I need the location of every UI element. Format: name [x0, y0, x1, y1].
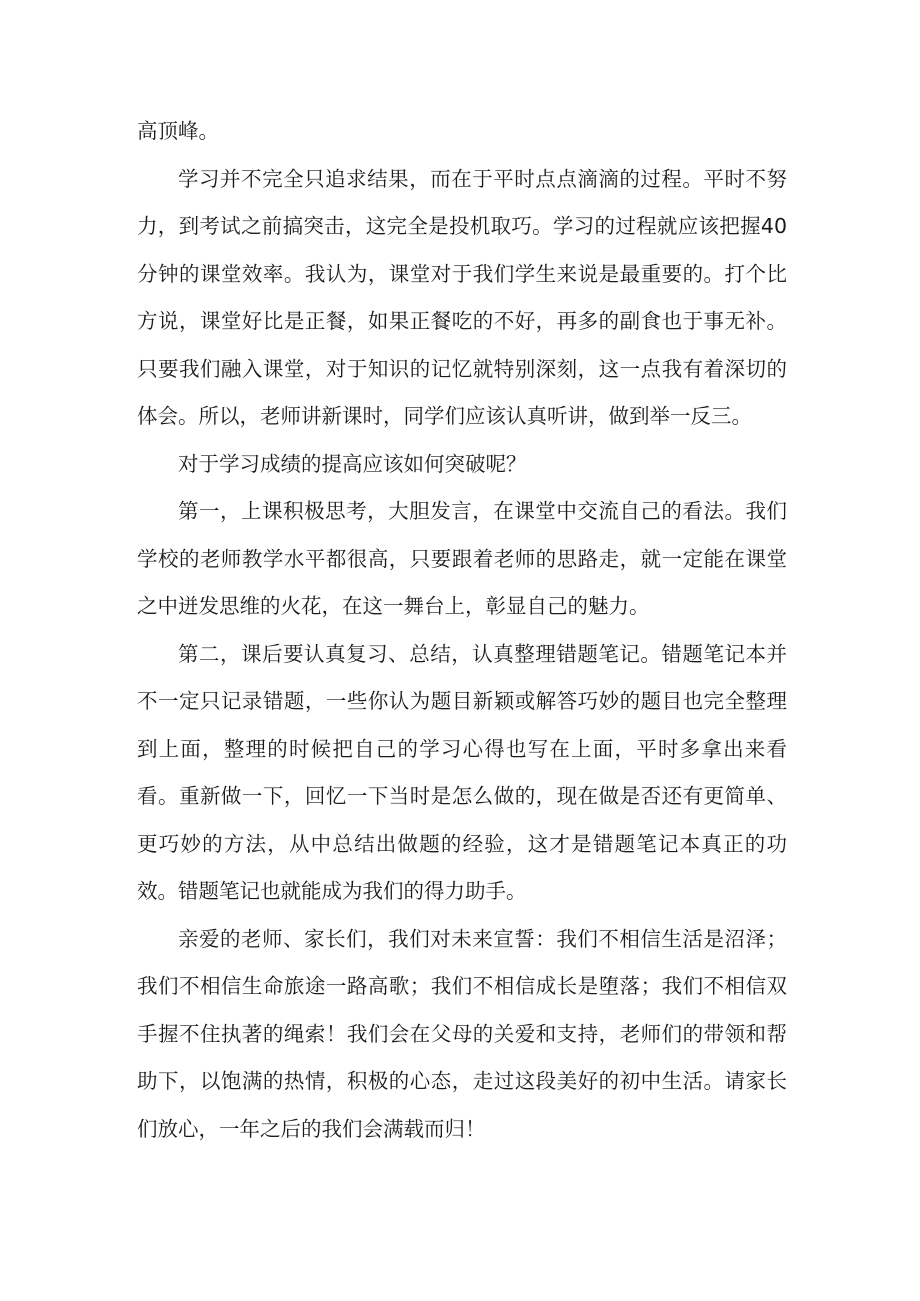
paragraph-point-one: 第一，上课积极思考，大胆发言，在课堂中交流自己的看法。我们学校的老师教学水平都很高，只要跟着老师的思路走，就一定能在课堂之中迸发思维的火花，在这一舞台上，彰显自己的魅力。	[137, 499, 787, 618]
document-body	[137, 108, 787, 1153]
paragraph-learning-process: 学习并不完全只追求结果，而在于平时点点滴滴的过程。平时不努力，到考试之前搞突击，这完全是投机取巧。学习的过程就应该把握40分钟的课堂效率。我认为，课堂对于我们学生来说是最重要的。打个比方说，课堂好比是正餐，如果正餐吃的不好，再多的副食也于事无补。只要我们融入课堂，对于知识的记忆就特别深刻，这一点我有着深切的体会。所以，老师讲新课时，同学们应该认真听讲，做到举一反三。	[137, 166, 787, 428]
paragraph-continuation: 高顶峰。	[137, 119, 219, 143]
paragraph-question: 对于学习成绩的提高应该如何突破呢？	[178, 451, 527, 476]
paragraph-pledge: 亲爱的老师、家长们，我们对未来宣誓：我们不相信生活是沼泽；我们不相信生命旅途一路高歌；我们不相信成长是堕落；我们不相信双手握不住执著的绳索！我们会在父母的关爱和支持，老师们的带领和帮助下，以饱满的热情，积极的心态，走过这段美好的初中生活。请家长们放心，一年之后的我们会满载而归！	[137, 926, 787, 1141]
paragraph-point-two: 第二，课后要认真复习、总结，认真整理错题笔记。错题笔记本并不一定只记录错题，一些你认为题目新颖或解答巧妙的题目也完全整理到上面，整理的时候把自己的学习心得也写在上面，平时多拿出来看看。重新做一下，回忆一下当时是怎么做的，现在做是否还有更简单、更巧妙的方法，从中总结出做题的经验，这才是错题笔记本真正的功效。错题笔记也就能成为我们的得力助手。	[137, 641, 787, 903]
